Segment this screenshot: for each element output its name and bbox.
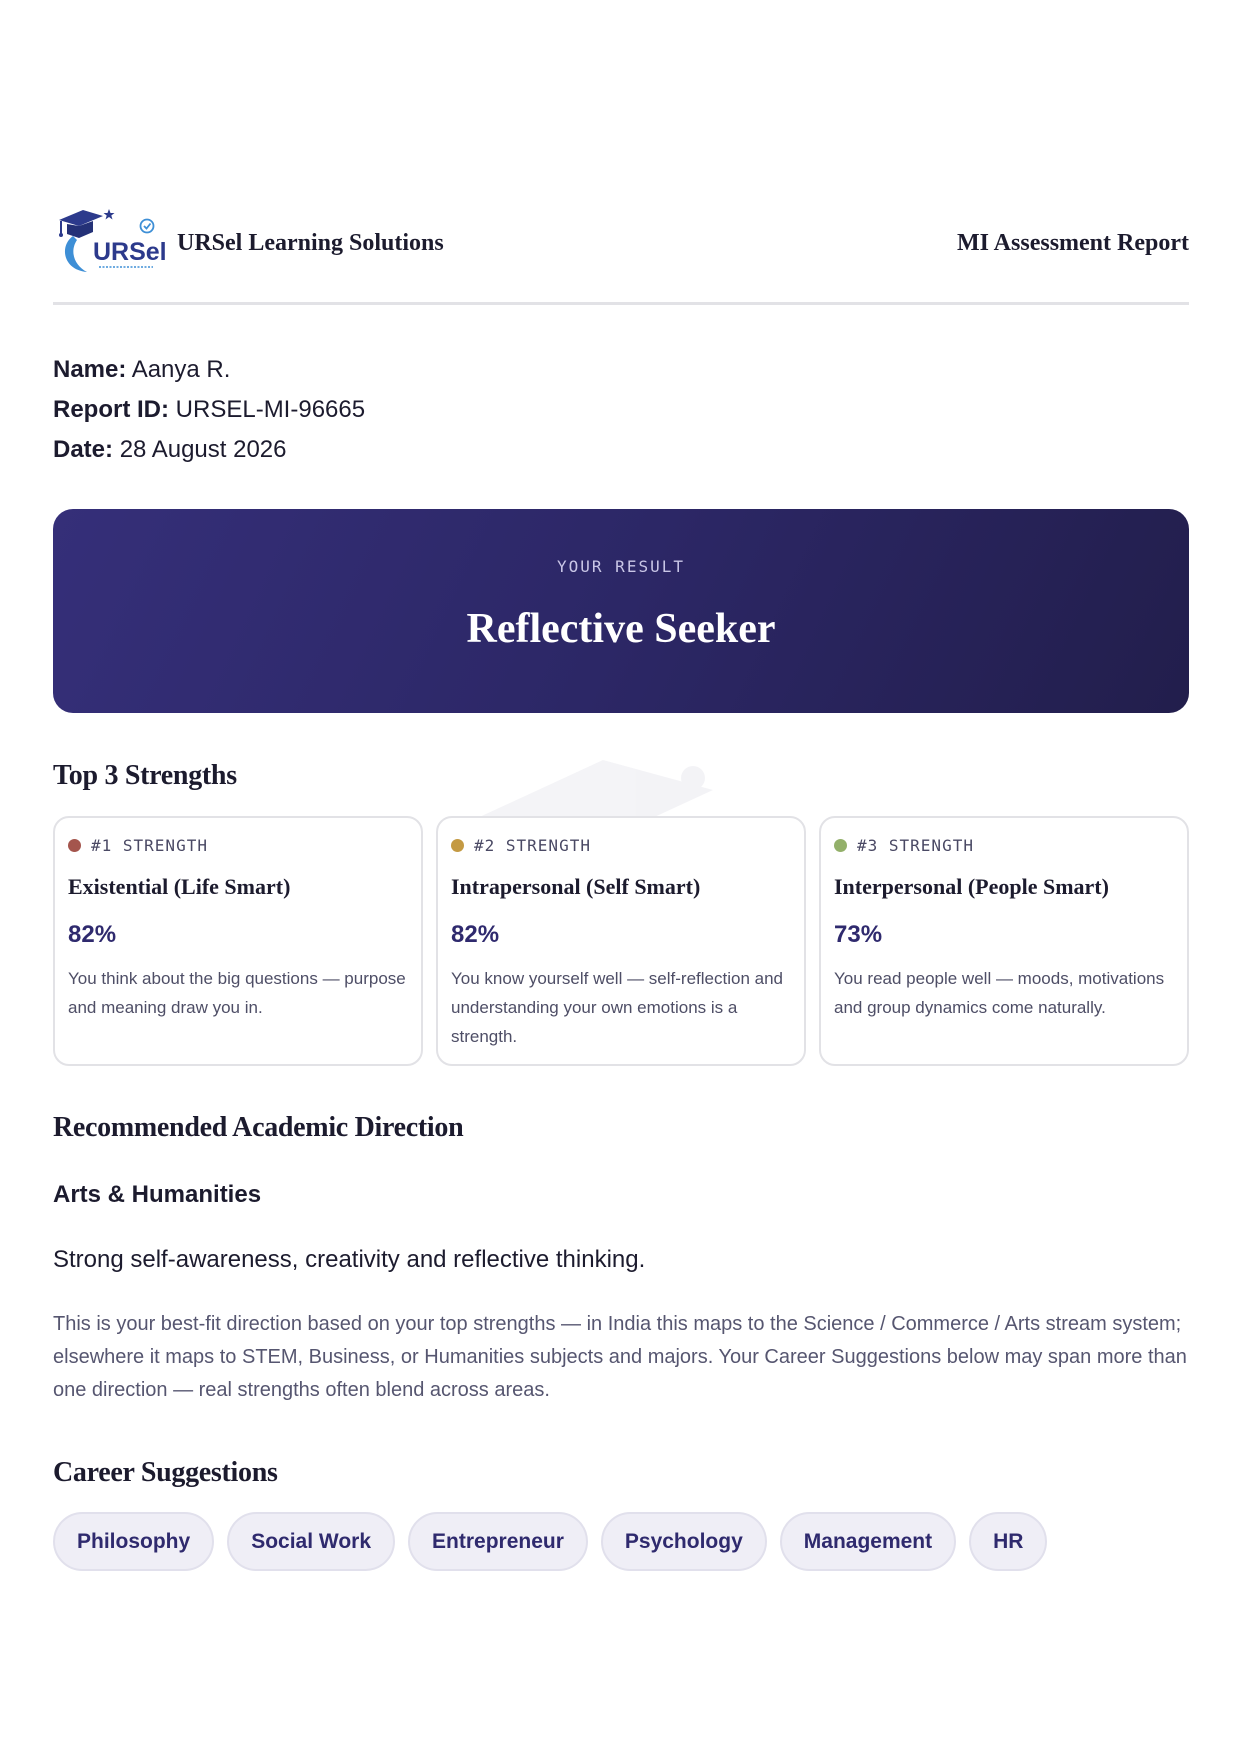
strength-percent: 82%	[68, 921, 117, 948]
careers-section-title: Career Suggestions	[53, 1457, 278, 1488]
strength-rank-label: #3 STRENGTH	[857, 836, 974, 855]
strengths-section-title: Top 3 Strengths	[53, 760, 237, 791]
strength-rank	[834, 836, 974, 855]
report-id-value: URSEL-MI-96665	[175, 396, 366, 423]
report-title: MI Assessment Report	[957, 230, 1189, 256]
strength-description: You know yourself well — self-reflection and understanding your own emotions is a strength.	[451, 969, 783, 1046]
strength-percent: 73%	[834, 921, 883, 948]
career-chip: Social Work	[227, 1512, 395, 1571]
strength-description: You read people well — moods, motivations and group dynamics come naturally.	[834, 969, 1165, 1017]
student-name-value: Aanya R.	[131, 356, 231, 383]
report-page	[53, 0, 1189, 1756]
strength-percent: 82%	[451, 921, 500, 948]
report-date-value: 28 August 2026	[119, 436, 287, 463]
report-id-row	[53, 390, 365, 430]
career-chip: Philosophy	[53, 1512, 214, 1571]
student-name-row	[53, 350, 365, 390]
strength-dot-icon	[451, 839, 464, 852]
career-chip: Entrepreneur	[408, 1512, 588, 1571]
career-chip: Psychology	[601, 1512, 767, 1571]
stream-summary: Strong self-awareness, creativity and reflective thinking.	[53, 1246, 646, 1273]
result-banner	[53, 509, 1189, 713]
strength-card-2	[436, 816, 806, 1066]
report-date-row	[53, 430, 365, 470]
strength-dot-icon	[68, 839, 81, 852]
result-kicker: YOUR RESULT	[557, 557, 685, 576]
strength-cards	[53, 816, 1189, 1066]
report-header	[53, 206, 1189, 282]
report-meta	[53, 350, 365, 470]
strength-rank	[68, 836, 208, 855]
strength-dot-icon	[834, 839, 847, 852]
organization-name: URSel Learning Solutions	[177, 230, 444, 256]
header-divider	[53, 302, 1189, 305]
strength-name: Interpersonal (People Smart)	[834, 874, 1109, 899]
career-chip: HR	[969, 1512, 1047, 1571]
strength-card-3	[819, 816, 1189, 1066]
report-id-label: Report ID:	[53, 396, 169, 423]
strength-name: Intrapersonal (Self Smart)	[451, 874, 701, 899]
strength-rank-label: #2 STRENGTH	[474, 836, 591, 855]
ursel-logo	[53, 206, 167, 280]
strength-description: You think about the big questions — purpose and meaning draw you in.	[68, 969, 406, 1017]
strength-card-1	[53, 816, 423, 1066]
career-chip: Management	[780, 1512, 956, 1571]
recommended-stream: Arts & Humanities	[53, 1181, 262, 1208]
report-date-label: Date:	[53, 436, 114, 463]
strength-rank	[451, 836, 591, 855]
logo-wordmark: URSel	[93, 238, 167, 266]
stream-note: This is your best-fit direction based on your top strengths — in India this maps to the Science / Commerce / Arts stream system; elsewhere it maps to STEM, Business, or Humanities subjects and majors. Your Career Suggestions below may span more than one direction — real strengths often blend across areas.	[53, 1313, 1187, 1401]
result-title: Reflective Seeker	[466, 606, 776, 652]
student-name-label: Name:	[53, 356, 127, 383]
strength-rank-label: #1 STRENGTH	[91, 836, 208, 855]
career-chips	[53, 1512, 1047, 1572]
academic-section-title: Recommended Academic Direction	[53, 1112, 464, 1143]
strength-name: Existential (Life Smart)	[68, 874, 291, 899]
